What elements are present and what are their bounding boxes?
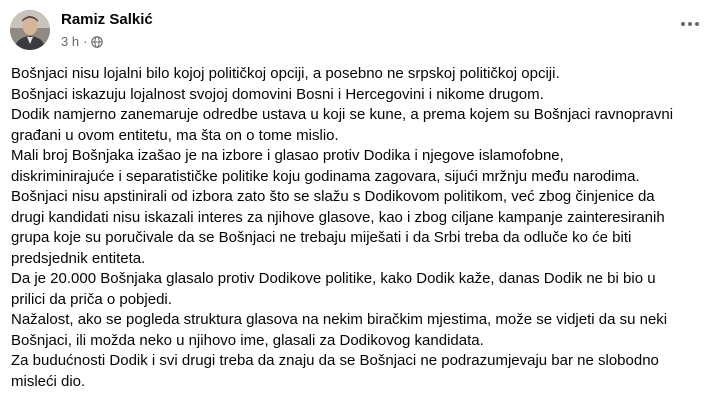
more-options-icon[interactable] <box>676 14 704 34</box>
post-text-line: Za budućnosti Dodik i svi drugi treba da znaju da se Bošnjaci ne podrazumjevaju bar ne slobodno <box>11 352 659 369</box>
post-timestamp[interactable]: 3 h <box>61 34 80 49</box>
post-text-line: prilici da priča o pobjedi. <box>11 290 172 308</box>
post-text-line: Bošnjaci, ili možda neko u njihovo ime, glasali za Dodikovog kandidata. <box>11 331 484 349</box>
post-meta <box>61 34 103 49</box>
post-text-line: drugi kandidati nisu iskazali interes za njihove glasove, kao i zbog ciljane kampanje zainteresiranih <box>11 208 665 226</box>
post-text-line: Bošnjaci iskazuju lojalnost svojoj domovini Bosni i Hercegovini i nikome drugom. <box>11 85 544 103</box>
profile-photo-icon <box>10 10 50 50</box>
post-text-line: misleći dio. <box>11 372 86 390</box>
post-text-line: predsjednik entiteta. <box>11 249 146 267</box>
author-name[interactable]: Ramiz Salkić <box>61 11 153 28</box>
post-text-line: Dodik namjerno zanemaruje odredbe ustava u koji se kune, a prema kojem su Bošnjaci ravnopravni <box>11 106 674 123</box>
post-text-line: Nažalost, ako se pogleda struktura glasova na nekim biračkim mjestima, može se vidjeti da su neki <box>11 311 668 328</box>
post-text-line: Bošnjaci nisu lojalni bilo kojoj političkoj opciji, a posebno ne srpskoj političkoj opciji. <box>11 65 560 82</box>
post-text-line: diskriminirajuće i separatističke politike koju godinama zagovara, sijući mržnju među narodima. <box>11 167 640 185</box>
post-text-line: Mali broj Bošnjaka izašao je na izbore i glasao protiv Dodika i njegove islamofobne, <box>11 147 564 164</box>
post-text-line: građani u ovom entitetu, ma šta on o tome mislio. <box>11 126 339 144</box>
globe-icon[interactable] <box>91 36 103 48</box>
post-text-line: grupa koje su poručivale da se Bošnjaci ne trebaju miješati i da Srbi treba da odluče ko će biti <box>11 229 632 246</box>
avatar[interactable] <box>10 10 50 50</box>
meta-separator: · <box>83 34 88 49</box>
post-text <box>11 64 711 392</box>
post-text-line: Da je 20.000 Bošnjaka glasalo protiv Dodikove politike, kako Dodik kaže, danas Dodik ne bi bio u <box>11 270 656 287</box>
post-header <box>10 8 710 56</box>
post-text-line: Bošnjaci nisu apstinirali od izbora zato što se slažu s Dodikovom politikom, već zbog činjenice da <box>11 188 655 205</box>
